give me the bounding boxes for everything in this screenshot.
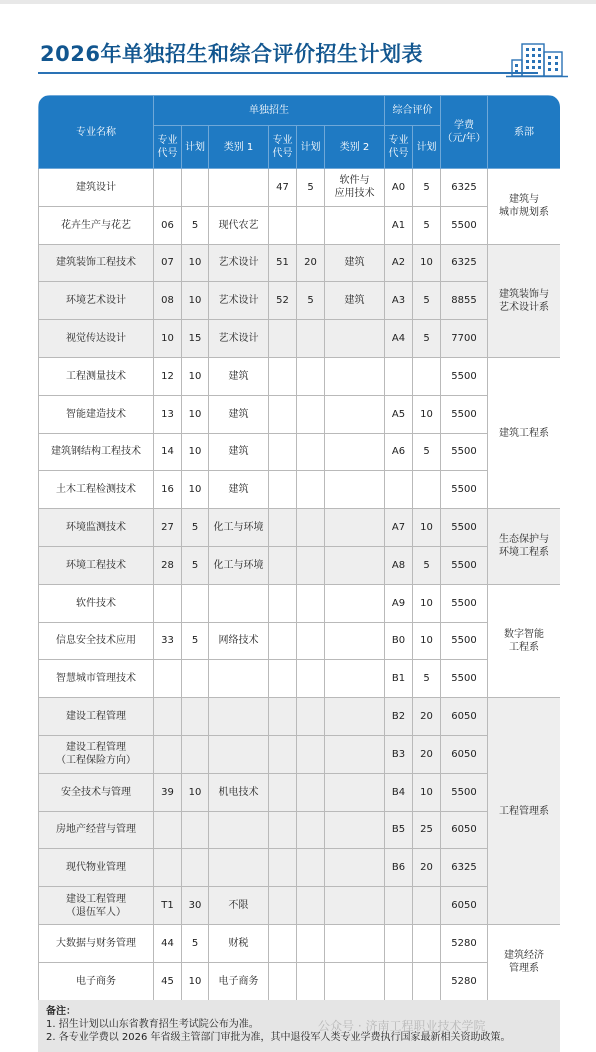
- zonghe-code: B5: [385, 811, 413, 849]
- dandu-category-2: [325, 395, 385, 433]
- zonghe-plan: 20: [413, 849, 441, 887]
- dandu-category-2: [325, 546, 385, 584]
- table-body: [39, 169, 561, 1001]
- zonghe-code: [385, 471, 413, 509]
- dandu-category-2: [325, 962, 385, 1000]
- dandu-code-2: [269, 924, 297, 962]
- zonghe-code: [385, 962, 413, 1000]
- dandu-plan-1: 10: [182, 471, 209, 509]
- header-cat-2: 类别 2: [325, 126, 385, 169]
- tuition-fee: 5500: [441, 622, 488, 660]
- dandu-plan-2: [297, 395, 325, 433]
- dandu-category-2: [325, 584, 385, 622]
- dandu-plan-2: [297, 320, 325, 358]
- dandu-plan-2: [297, 698, 325, 736]
- table-row: [39, 433, 561, 471]
- dandu-code-2: [269, 735, 297, 773]
- dandu-code-2: [269, 698, 297, 736]
- header-code-2: 专业 代号: [269, 126, 297, 169]
- zonghe-plan: 5: [413, 433, 441, 471]
- major-name: 安全技术与管理: [39, 773, 154, 811]
- dandu-category-2: [325, 357, 385, 395]
- dandu-code-1: 44: [154, 924, 182, 962]
- dandu-plan-2: 20: [297, 244, 325, 282]
- zonghe-plan: 5: [413, 169, 441, 207]
- tuition-fee: 5500: [441, 206, 488, 244]
- dandu-code-1: 16: [154, 471, 182, 509]
- dandu-code-2: [269, 509, 297, 547]
- tuition-fee: 6050: [441, 811, 488, 849]
- major-name: 智能建造技术: [39, 395, 154, 433]
- tuition-fee: 6325: [441, 169, 488, 207]
- dandu-plan-2: [297, 509, 325, 547]
- dandu-code-2: [269, 357, 297, 395]
- header-plan-1: 计划: [182, 126, 209, 169]
- dandu-category-1: 机电技术: [209, 773, 269, 811]
- dandu-plan-1: 15: [182, 320, 209, 358]
- major-name: 软件技术: [39, 584, 154, 622]
- zonghe-plan: 5: [413, 546, 441, 584]
- table-row: [39, 509, 561, 547]
- header-zonghe-code: 专业 代号: [385, 126, 413, 169]
- tuition-fee: 5500: [441, 395, 488, 433]
- dandu-code-2: [269, 887, 297, 925]
- dandu-plan-1: 10: [182, 433, 209, 471]
- dandu-code-1: 39: [154, 773, 182, 811]
- dandu-category-1: [209, 849, 269, 887]
- zonghe-plan: 10: [413, 244, 441, 282]
- dandu-category-2: [325, 206, 385, 244]
- dandu-category-2: 建筑: [325, 282, 385, 320]
- table-row: [39, 811, 561, 849]
- dandu-code-2: [269, 773, 297, 811]
- dandu-plan-2: [297, 584, 325, 622]
- dandu-code-1: [154, 811, 182, 849]
- major-name: 工程测量技术: [39, 357, 154, 395]
- dandu-code-2: [269, 962, 297, 1000]
- dandu-plan-2: [297, 962, 325, 1000]
- zonghe-plan: [413, 357, 441, 395]
- table-row: [39, 735, 561, 773]
- dandu-category-1: 化工与环境: [209, 509, 269, 547]
- major-name: 视觉传达设计: [39, 320, 154, 358]
- dandu-plan-2: [297, 357, 325, 395]
- zonghe-code: [385, 924, 413, 962]
- header-code-1: 专业 代号: [154, 126, 182, 169]
- tuition-fee: 5280: [441, 924, 488, 962]
- dandu-plan-1: 10: [182, 962, 209, 1000]
- header-dept: 系部: [488, 96, 560, 169]
- dandu-code-2: [269, 320, 297, 358]
- table-row: [39, 622, 561, 660]
- dandu-code-1: 28: [154, 546, 182, 584]
- dandu-category-2: [325, 433, 385, 471]
- table-row: [39, 282, 561, 320]
- plan-table-wrapper: [38, 95, 560, 1000]
- major-name: 建设工程管理 （工程保险方向）: [39, 735, 154, 773]
- tuition-fee: 5500: [441, 471, 488, 509]
- zonghe-plan: 5: [413, 660, 441, 698]
- tuition-fee: 6050: [441, 698, 488, 736]
- dandu-code-1: 45: [154, 962, 182, 1000]
- major-name: 现代物业管理: [39, 849, 154, 887]
- header-dandu: 单独招生: [154, 96, 385, 126]
- major-name: 电子商务: [39, 962, 154, 1000]
- tuition-fee: 6050: [441, 735, 488, 773]
- tuition-fee: 6050: [441, 887, 488, 925]
- tuition-fee: 6325: [441, 849, 488, 887]
- dandu-code-2: [269, 849, 297, 887]
- zonghe-plan: [413, 471, 441, 509]
- dandu-code-1: [154, 735, 182, 773]
- dandu-plan-1: 30: [182, 887, 209, 925]
- dandu-plan-1: [182, 660, 209, 698]
- dandu-plan-2: [297, 546, 325, 584]
- zonghe-code: B2: [385, 698, 413, 736]
- major-name: 房地产经营与管理: [39, 811, 154, 849]
- zonghe-code: B6: [385, 849, 413, 887]
- dandu-category-1: [209, 735, 269, 773]
- dandu-category-1: 建筑: [209, 471, 269, 509]
- zonghe-plan: 10: [413, 509, 441, 547]
- zonghe-plan: [413, 962, 441, 1000]
- table-row: [39, 471, 561, 509]
- table-row: [39, 244, 561, 282]
- dandu-plan-2: [297, 924, 325, 962]
- dandu-category-2: [325, 622, 385, 660]
- tuition-fee: 5500: [441, 773, 488, 811]
- dandu-category-2: 建筑: [325, 244, 385, 282]
- major-name: 建设工程管理 （退伍军人）: [39, 887, 154, 925]
- dandu-code-2: [269, 546, 297, 584]
- dandu-plan-1: 10: [182, 244, 209, 282]
- dandu-plan-1: 10: [182, 773, 209, 811]
- tuition-fee: 5500: [441, 357, 488, 395]
- dandu-category-1: [209, 584, 269, 622]
- tuition-fee: 5500: [441, 584, 488, 622]
- zonghe-plan: 10: [413, 773, 441, 811]
- zonghe-plan: 20: [413, 735, 441, 773]
- dandu-code-2: [269, 811, 297, 849]
- dandu-category-1: 建筑: [209, 433, 269, 471]
- dandu-code-1: 27: [154, 509, 182, 547]
- major-name: 建筑装饰工程技术: [39, 244, 154, 282]
- department: 生态保护与 环境工程系: [488, 509, 560, 585]
- major-name: 环境工程技术: [39, 546, 154, 584]
- dandu-category-2: [325, 509, 385, 547]
- dandu-code-2: [269, 206, 297, 244]
- zonghe-code: B3: [385, 735, 413, 773]
- dandu-code-1: [154, 698, 182, 736]
- zonghe-code: A2: [385, 244, 413, 282]
- department: 建筑与 城市规划系: [488, 169, 560, 245]
- table-row: [39, 206, 561, 244]
- zonghe-code: A9: [385, 584, 413, 622]
- dandu-plan-2: [297, 433, 325, 471]
- dandu-plan-2: [297, 206, 325, 244]
- dandu-plan-1: 5: [182, 206, 209, 244]
- major-name: 建设工程管理: [39, 698, 154, 736]
- dandu-category-2: 软件与 应用技术: [325, 169, 385, 207]
- dandu-plan-2: 5: [297, 169, 325, 207]
- table-row: [39, 357, 561, 395]
- dandu-code-1: 06: [154, 206, 182, 244]
- zonghe-plan: 10: [413, 584, 441, 622]
- major-name: 信息安全技术应用: [39, 622, 154, 660]
- dandu-code-1: [154, 660, 182, 698]
- major-name: 环境艺术设计: [39, 282, 154, 320]
- dandu-plan-1: 10: [182, 395, 209, 433]
- dandu-plan-2: [297, 660, 325, 698]
- zonghe-code: A3: [385, 282, 413, 320]
- tuition-fee: 5500: [441, 509, 488, 547]
- dandu-category-1: 财税: [209, 924, 269, 962]
- dandu-code-1: [154, 584, 182, 622]
- dandu-plan-1: 5: [182, 546, 209, 584]
- dandu-category-1: 建筑: [209, 395, 269, 433]
- header-plan-2: 计划: [297, 126, 325, 169]
- building-icon: [506, 38, 568, 78]
- table-row: [39, 887, 561, 925]
- table-row: [39, 395, 561, 433]
- dandu-code-2: [269, 660, 297, 698]
- table-row: [39, 660, 561, 698]
- dandu-code-1: 13: [154, 395, 182, 433]
- dandu-plan-1: 5: [182, 509, 209, 547]
- zonghe-code: A8: [385, 546, 413, 584]
- dandu-code-1: [154, 169, 182, 207]
- dandu-category-1: 化工与环境: [209, 546, 269, 584]
- dandu-code-1: 14: [154, 433, 182, 471]
- table-row: [39, 320, 561, 358]
- department: 数字智能 工程系: [488, 584, 560, 697]
- dandu-code-2: 47: [269, 169, 297, 207]
- dandu-code-2: [269, 622, 297, 660]
- dandu-category-1: 网络技术: [209, 622, 269, 660]
- department: 建筑经济 管理系: [488, 924, 560, 1000]
- zonghe-plan: 10: [413, 622, 441, 660]
- zonghe-plan: 5: [413, 282, 441, 320]
- dandu-plan-2: [297, 622, 325, 660]
- major-name: 建筑设计: [39, 169, 154, 207]
- dandu-plan-1: 5: [182, 924, 209, 962]
- dandu-category-2: [325, 924, 385, 962]
- zonghe-code: B0: [385, 622, 413, 660]
- zonghe-code: A0: [385, 169, 413, 207]
- major-name: 大数据与财务管理: [39, 924, 154, 962]
- dandu-code-2: 52: [269, 282, 297, 320]
- dandu-plan-2: [297, 811, 325, 849]
- zonghe-plan: [413, 924, 441, 962]
- zonghe-plan: 20: [413, 698, 441, 736]
- dandu-category-2: [325, 849, 385, 887]
- dandu-category-1: [209, 698, 269, 736]
- dandu-plan-1: 10: [182, 357, 209, 395]
- zonghe-code: A7: [385, 509, 413, 547]
- header-major-name: 专业名称: [39, 96, 154, 169]
- dandu-category-1: 电子商务: [209, 962, 269, 1000]
- dandu-code-1: [154, 849, 182, 887]
- dandu-code-2: 51: [269, 244, 297, 282]
- dandu-code-1: 33: [154, 622, 182, 660]
- dandu-plan-1: 5: [182, 622, 209, 660]
- top-edge: [0, 0, 596, 4]
- dandu-category-1: [209, 660, 269, 698]
- watermark: 公众号 · 济南工程职业技术学院: [318, 1019, 486, 1033]
- dandu-category-2: [325, 320, 385, 358]
- enrollment-plan-table: [38, 95, 560, 1000]
- dandu-category-2: [325, 773, 385, 811]
- table-row: [39, 584, 561, 622]
- zonghe-code: B1: [385, 660, 413, 698]
- table-row: [39, 773, 561, 811]
- dandu-category-2: [325, 887, 385, 925]
- dandu-plan-2: 5: [297, 282, 325, 320]
- dandu-plan-2: [297, 471, 325, 509]
- zonghe-code: A6: [385, 433, 413, 471]
- department: 建筑工程系: [488, 357, 560, 508]
- major-name: 建筑钢结构工程技术: [39, 433, 154, 471]
- major-name: 花卉生产与花艺: [39, 206, 154, 244]
- zonghe-plan: 10: [413, 395, 441, 433]
- dandu-category-2: [325, 698, 385, 736]
- zonghe-code: [385, 887, 413, 925]
- tuition-fee: 5280: [441, 962, 488, 1000]
- dandu-plan-2: [297, 735, 325, 773]
- dandu-category-2: [325, 735, 385, 773]
- note-line-2: 2. 各专业学费以 2026 年省级主管部门审批为准，其中退役军人类专业学费执行国家最新相关资助政策。: [46, 1032, 511, 1043]
- zonghe-code: A4: [385, 320, 413, 358]
- dandu-category-1: 艺术设计: [209, 282, 269, 320]
- tuition-fee: 8855: [441, 282, 488, 320]
- dandu-code-2: [269, 395, 297, 433]
- dandu-plan-1: [182, 849, 209, 887]
- notes-title: 备注：: [46, 1006, 76, 1017]
- dandu-category-1: 现代农艺: [209, 206, 269, 244]
- dandu-plan-1: 10: [182, 282, 209, 320]
- tuition-fee: 7700: [441, 320, 488, 358]
- dandu-category-1: 建筑: [209, 357, 269, 395]
- table-row: [39, 962, 561, 1000]
- dandu-category-1: 艺术设计: [209, 320, 269, 358]
- header-fee: 学费 （元/年）: [441, 96, 488, 169]
- zonghe-code: A5: [385, 395, 413, 433]
- dandu-code-1: 07: [154, 244, 182, 282]
- zonghe-plan: 25: [413, 811, 441, 849]
- dandu-code-1: T1: [154, 887, 182, 925]
- dandu-category-1: [209, 169, 269, 207]
- zonghe-plan: [413, 887, 441, 925]
- zonghe-plan: 5: [413, 206, 441, 244]
- tuition-fee: 5500: [441, 546, 488, 584]
- table-row: [39, 546, 561, 584]
- major-name: 智慧城市管理技术: [39, 660, 154, 698]
- tuition-fee: 5500: [441, 433, 488, 471]
- dandu-code-1: 12: [154, 357, 182, 395]
- dandu-category-2: [325, 471, 385, 509]
- dandu-category-1: [209, 811, 269, 849]
- dandu-plan-1: [182, 169, 209, 207]
- zonghe-plan: 5: [413, 320, 441, 358]
- zonghe-code: B4: [385, 773, 413, 811]
- dandu-plan-1: [182, 584, 209, 622]
- zonghe-code: A1: [385, 206, 413, 244]
- zonghe-code: [385, 357, 413, 395]
- dandu-plan-1: [182, 811, 209, 849]
- dandu-plan-1: [182, 698, 209, 736]
- department: 工程管理系: [488, 698, 560, 925]
- table-row: [39, 849, 561, 887]
- header-zonghe: 综合评价: [385, 96, 441, 126]
- header-zonghe-plan: 计划: [413, 126, 441, 169]
- table-row: [39, 698, 561, 736]
- table-row: [39, 924, 561, 962]
- dandu-code-2: [269, 584, 297, 622]
- dandu-plan-2: [297, 849, 325, 887]
- tuition-fee: 6325: [441, 244, 488, 282]
- table-row: [39, 169, 561, 207]
- title-underline: [38, 72, 538, 74]
- header-cat-1: 类别 1: [209, 126, 269, 169]
- dandu-plan-2: [297, 773, 325, 811]
- dandu-code-1: 10: [154, 320, 182, 358]
- dandu-category-1: 不限: [209, 887, 269, 925]
- tuition-fee: 5500: [441, 660, 488, 698]
- dandu-plan-1: [182, 735, 209, 773]
- note-line-1: 1. 招生计划以山东省教育招生考试院公布为准。: [46, 1019, 259, 1030]
- dandu-plan-2: [297, 887, 325, 925]
- dandu-code-2: [269, 471, 297, 509]
- dandu-category-2: [325, 660, 385, 698]
- major-name: 土木工程检测技术: [39, 471, 154, 509]
- dandu-code-2: [269, 433, 297, 471]
- page-title: 2026年单独招生和综合评价招生计划表: [40, 42, 423, 66]
- dandu-category-1: 艺术设计: [209, 244, 269, 282]
- major-name: 环境监测技术: [39, 509, 154, 547]
- dandu-code-1: 08: [154, 282, 182, 320]
- department: 建筑装饰与 艺术设计系: [488, 244, 560, 357]
- dandu-category-2: [325, 811, 385, 849]
